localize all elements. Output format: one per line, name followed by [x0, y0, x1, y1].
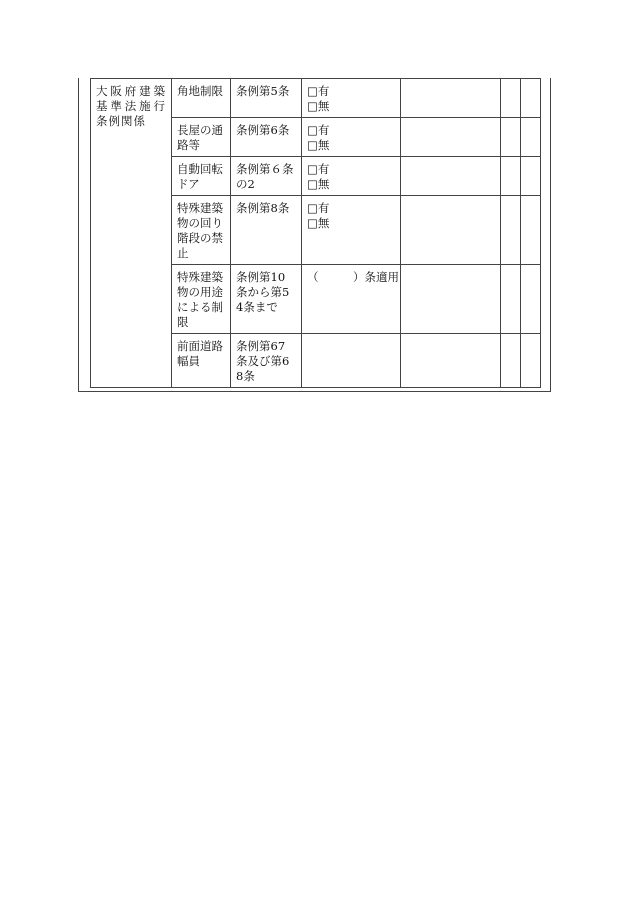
article-applied-field[interactable]: （ ）条適用 [302, 265, 401, 334]
mark-cell [521, 79, 541, 118]
checkbox-yes[interactable]: □有 [307, 201, 330, 215]
mark-cell [501, 118, 521, 157]
mark-cell [501, 334, 521, 388]
mark-cell [521, 157, 541, 196]
mark-cell [501, 157, 521, 196]
item-cell: 長屋の通路等 [172, 118, 231, 157]
mark-cell [521, 118, 541, 157]
checkbox-yes[interactable]: □有 [307, 162, 330, 176]
category-cell: 大阪府建築基準法施行条例関係 [91, 79, 172, 388]
ref-cell: 条例第６条の2 [231, 157, 302, 196]
check-cell [302, 79, 401, 118]
item-cell: 前面道路幅員 [172, 334, 231, 388]
item-cell: 特殊建築物の用途による制限 [172, 265, 231, 334]
checkbox-yes[interactable]: □有 [307, 123, 330, 137]
ref-cell: 条例第8条 [231, 196, 302, 265]
item-cell: 自動回転ドア [172, 157, 231, 196]
ref-cell: 条例第6条 [231, 118, 302, 157]
notes-cell [401, 79, 501, 118]
notes-cell [401, 334, 501, 388]
checkbox-no[interactable]: □無 [307, 99, 330, 113]
notes-cell [401, 265, 501, 334]
checkbox-no[interactable]: □無 [307, 138, 330, 152]
check-cell [302, 196, 401, 265]
notes-cell [401, 196, 501, 265]
check-cell [302, 157, 401, 196]
check-cell [302, 334, 401, 388]
checkbox-no[interactable]: □無 [307, 177, 330, 191]
mark-cell [501, 265, 521, 334]
ref-cell: 条例第67条及び第68条 [231, 334, 302, 388]
table-row [91, 79, 541, 118]
item-cell: 特殊建築物の回り階段の禁止 [172, 196, 231, 265]
notes-cell [401, 118, 501, 157]
checkbox-no[interactable]: □無 [307, 216, 330, 230]
item-cell: 角地制限 [172, 79, 231, 118]
ref-cell: 条例第5条 [231, 79, 302, 118]
ordinance-checklist-table [90, 78, 541, 388]
mark-cell [521, 196, 541, 265]
check-cell [302, 118, 401, 157]
mark-cell [521, 334, 541, 388]
notes-cell [401, 157, 501, 196]
mark-cell [501, 196, 521, 265]
ref-cell: 条例第10条から第54条まで [231, 265, 302, 334]
mark-cell [501, 79, 521, 118]
checkbox-yes[interactable]: □有 [307, 84, 330, 98]
mark-cell [521, 265, 541, 334]
